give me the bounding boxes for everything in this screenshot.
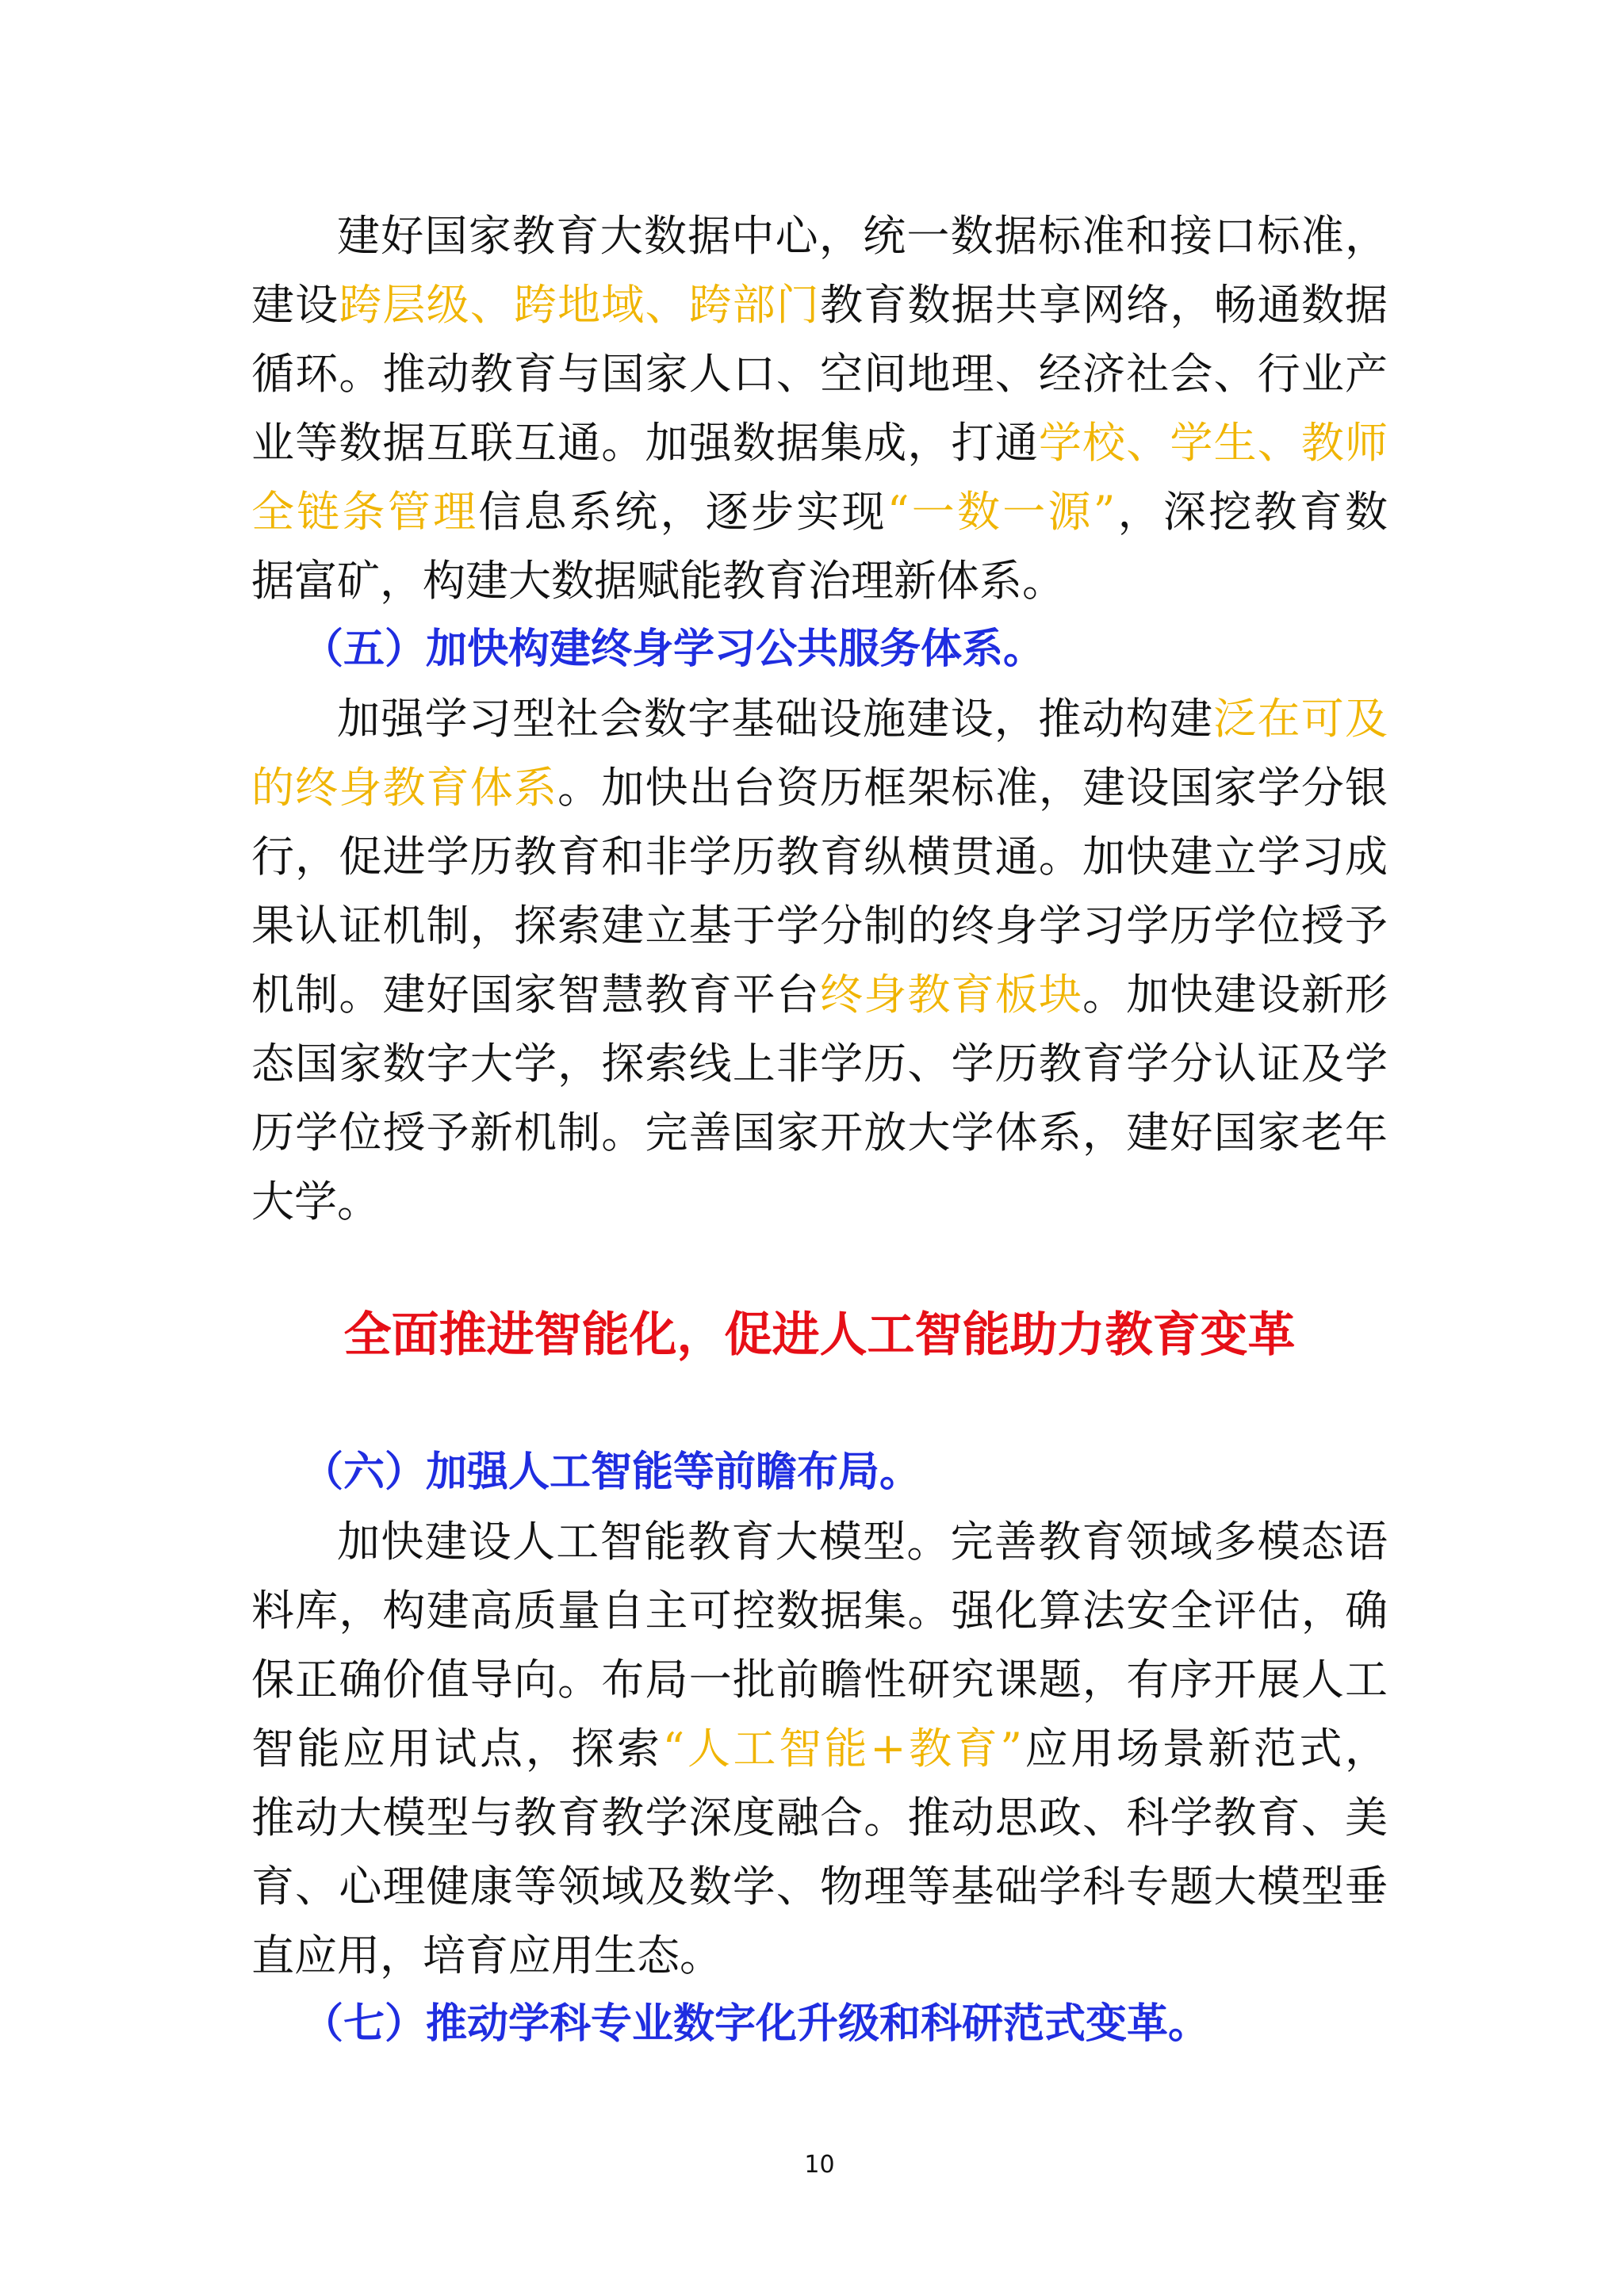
text-run: 直应用，培育应用生态。 — [251, 1931, 722, 1980]
paragraph-line — [251, 546, 1388, 615]
paragraph-line — [251, 1507, 1388, 1576]
text-run: 建设 — [251, 280, 339, 330]
text-run: 大学。 — [251, 1177, 380, 1226]
section-title: 全面推进智能化，促进人工智能助力教育变革 — [343, 1307, 1296, 1363]
paragraph-line — [251, 1645, 1388, 1714]
subheading-six: （六）加强人工智能等前瞻布局。 — [302, 1448, 921, 1496]
paragraph-line — [251, 477, 1388, 546]
highlighted-phrase: 终身教育板块 — [820, 970, 1083, 1020]
paragraph-line — [251, 891, 1388, 960]
paragraph-line — [251, 201, 1388, 270]
highlighted-phrase: “人工智能+教育” — [662, 1724, 1023, 1774]
text-run: 信息系统，逐步实现 — [478, 487, 887, 537]
text-run: 建好国家教育大数据中心，统一数据标准和接口标准， — [337, 211, 1388, 261]
subheading-seven: （七）推动学科专业数字化升级和科研范式变革。 — [302, 2000, 1210, 2048]
highlighted-phrase: 学校、学生、教师 — [1038, 418, 1388, 468]
text-run: 教育数据共享网络，畅通数据 — [820, 280, 1388, 330]
paragraph-line — [251, 1167, 1388, 1236]
paragraph-lifelong-learning — [251, 684, 1388, 1236]
paragraph-line — [251, 960, 1388, 1029]
text-run: 。加快出台资历框架标准，建设国家学分银 — [557, 763, 1388, 813]
paragraph-line — [251, 1029, 1388, 1098]
paragraph-line — [251, 1098, 1388, 1167]
paragraph-line — [251, 408, 1388, 477]
paragraph-line — [251, 1714, 1388, 1783]
paragraph-line — [251, 1576, 1388, 1645]
paragraph-line — [251, 1852, 1388, 1921]
text-run: 育、心理健康等领域及数学、物理等基础学科专题大模型垂 — [251, 1862, 1388, 1911]
highlighted-phrase: “一数一源” — [887, 487, 1116, 537]
paragraph-line — [251, 1921, 1388, 1990]
text-run: 应用场景新范式， — [1022, 1724, 1388, 1774]
highlighted-phrase: 全链条管理 — [251, 487, 479, 537]
text-run: 业等数据互联互通。加强数据集成，打通 — [251, 418, 1039, 468]
paragraph-ai-layout — [251, 1507, 1388, 1990]
text-run: 推动大模型与教育教学深度融合。推动思政、科学教育、美 — [251, 1793, 1388, 1843]
text-run: 态国家数字大学，探索线上非学历、学历教育学分认证及学 — [251, 1039, 1388, 1089]
paragraph-line — [251, 753, 1388, 822]
highlighted-phrase: 泛在可及 — [1213, 694, 1388, 744]
text-run: 机制。建好国家智慧教育平台 — [251, 970, 821, 1020]
paragraph-line — [251, 684, 1388, 753]
paragraph-line — [251, 270, 1388, 339]
subheading-five: （五）加快构建终身学习公共服务体系。 — [302, 626, 1045, 673]
text-run: 加强学习型社会数字基础设施建设，推动构建 — [337, 694, 1214, 744]
text-run: 据富矿，构建大数据赋能教育治理新体系。 — [251, 556, 1065, 606]
text-run: 智能应用试点，探索 — [251, 1724, 663, 1774]
text-run: 保正确价值导向。布局一批前瞻性研究课题，有序开展人工 — [251, 1655, 1388, 1705]
text-run: 。加快建设新形 — [1082, 970, 1388, 1020]
text-run: 加快建设人工智能教育大模型。完善教育领域多模态语 — [337, 1517, 1388, 1567]
text-run: ，深挖教育数 — [1115, 487, 1388, 537]
text-run: 果认证机制，探索建立基于学分制的终身学习学历学位授予 — [251, 901, 1388, 951]
text-run: 行，促进学历教育和非学历教育纵横贯通。加快建立学习成 — [251, 832, 1388, 882]
paragraph-line — [251, 1783, 1388, 1852]
highlighted-phrase: 跨层级、跨地域、跨部门 — [339, 280, 821, 330]
paragraph-line — [251, 339, 1388, 408]
highlighted-phrase: 的终身教育体系 — [251, 763, 558, 813]
page-number: 10 — [804, 2151, 835, 2179]
paragraph-data-center — [251, 201, 1388, 615]
page-content — [251, 201, 1388, 2059]
text-run: 历学位授予新机制。完善国家开放大学体系，建好国家老年 — [251, 1108, 1388, 1158]
text-run: 循环。推动教育与国家人口、空间地理、经济社会、行业产 — [251, 349, 1388, 399]
text-run: 料库，构建高质量自主可控数据集。强化算法安全评估，确 — [251, 1586, 1388, 1636]
paragraph-line — [251, 822, 1388, 891]
